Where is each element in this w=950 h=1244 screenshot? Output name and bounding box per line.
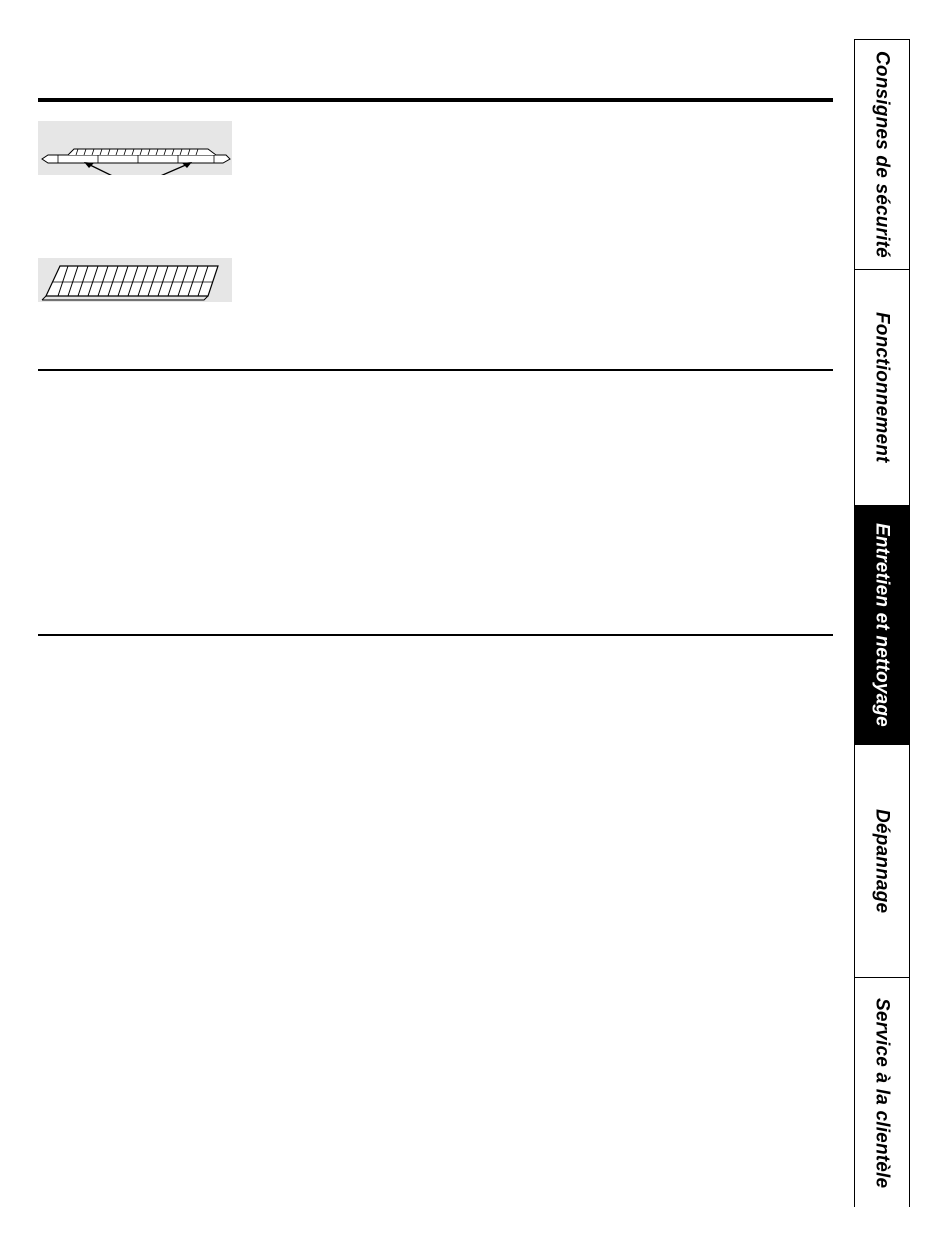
tab-label: Entretien et nettoyage xyxy=(871,523,893,727)
tab-label: Dépannage xyxy=(871,808,893,914)
section-divider-top xyxy=(38,98,833,102)
offset-rack-illustration xyxy=(38,121,232,175)
tab-depannage[interactable] xyxy=(855,745,909,978)
tab-entretien-et-nettoyage[interactable] xyxy=(855,506,909,745)
tab-label: Fonctionnement xyxy=(871,312,893,463)
tab-fonctionnement[interactable] xyxy=(855,270,909,506)
offset-rack-icon xyxy=(38,121,232,175)
flat-rack-illustration xyxy=(38,258,232,302)
tab-consignes-de-securite[interactable] xyxy=(855,40,909,270)
tab-service-a-la-clientele[interactable] xyxy=(855,978,909,1208)
section-divider-middle xyxy=(38,369,833,371)
section-tabs xyxy=(854,39,910,1207)
section-divider-lower xyxy=(38,634,833,636)
tab-label: Consignes de sécurité xyxy=(871,51,893,258)
tab-label: Service à la clientèle xyxy=(871,997,893,1189)
flat-rack-icon xyxy=(38,258,232,302)
